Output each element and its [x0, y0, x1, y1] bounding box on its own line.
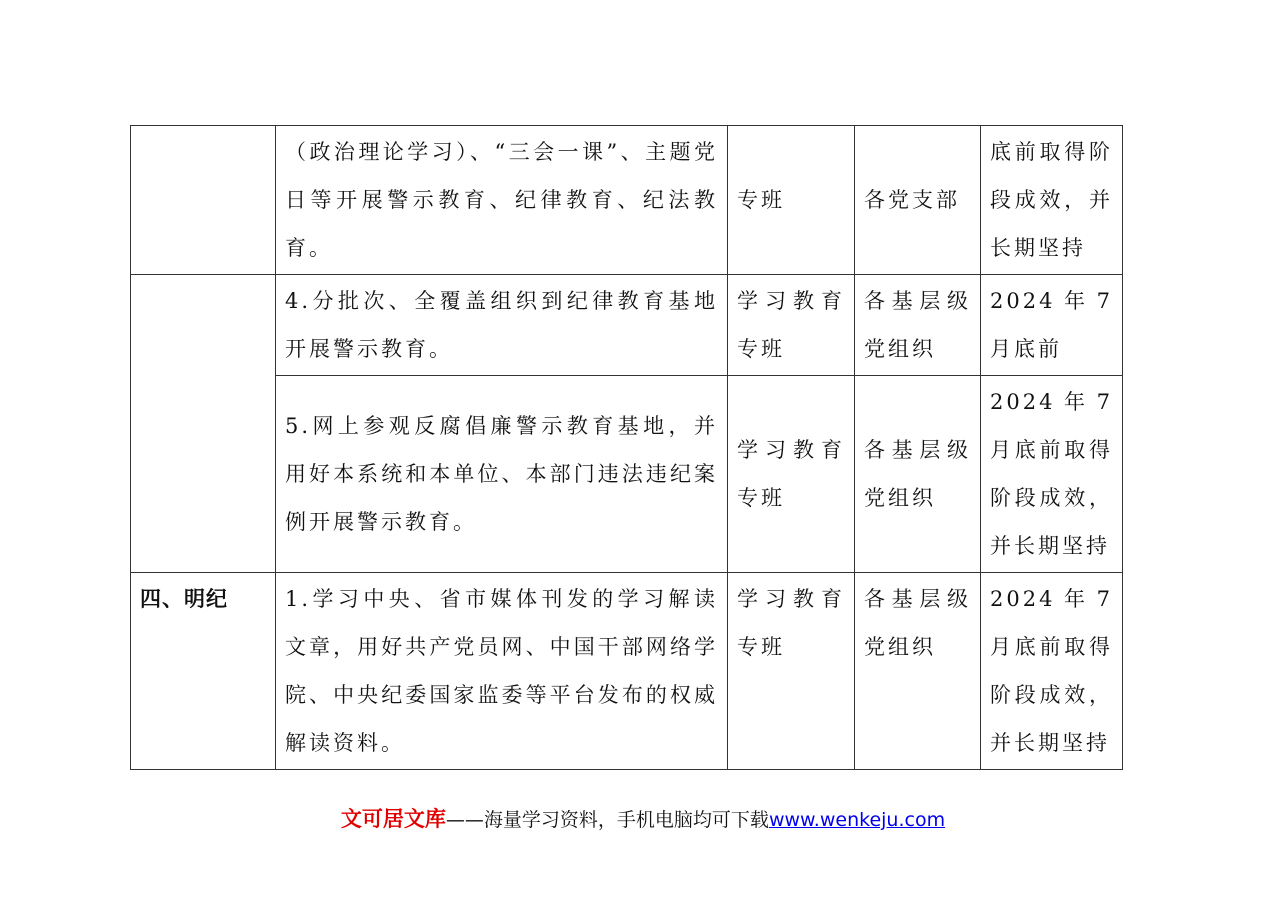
deadline-cell: 2024年7月底前取得阶段成效，并长期坚持: [981, 376, 1123, 573]
category-cell: [131, 126, 276, 275]
footer-tagline: ——海量学习资料，手机电脑均可下载: [445, 809, 769, 831]
responsible-cell: 各基层级党组织: [855, 376, 981, 573]
lead-cell: 学习教育专班: [728, 275, 855, 376]
table-row: [131, 126, 1123, 275]
deadline-cell: 底前取得阶段成效，并长期坚持: [981, 126, 1123, 275]
page-footer: [0, 804, 1286, 835]
measure-cell: 1.学习中央、省市媒体刊发的学习解读文章，用好共产党员网、中国干部网络学院、中央纪委国家监委等平台发布的权威解读资料。: [276, 573, 728, 770]
deadline-cell: 2024年7月底前取得阶段成效，并长期坚持: [981, 573, 1123, 770]
footer-link[interactable]: www.wenkeju.com: [768, 809, 946, 831]
table-row: [131, 573, 1123, 770]
document-table: [130, 125, 1123, 770]
responsible-cell: 各基层级党组织: [855, 275, 981, 376]
measure-cell: （政治理论学习）、“三会一课”、主题党日等开展警示教育、纪律教育、纪法教育。: [276, 126, 728, 275]
footer-brand: 文可居文库: [340, 807, 446, 831]
measure-cell: 5.网上参观反腐倡廉警示教育基地，并用好本系统和本单位、本部门违法违纪案例开展警示教育。: [276, 376, 728, 573]
lead-cell: 专班: [728, 126, 855, 275]
category-cell: [131, 275, 276, 376]
responsible-cell: 各党支部: [855, 126, 981, 275]
lead-cell: 学习教育专班: [728, 573, 855, 770]
table-row: [131, 275, 1123, 376]
measure-cell: 4.分批次、全覆盖组织到纪律教育基地开展警示教育。: [276, 275, 728, 376]
table-row: [131, 376, 1123, 573]
deadline-cell: 2024年7月底前: [981, 275, 1123, 376]
category-cell: [131, 376, 276, 573]
responsible-cell: 各基层级党组织: [855, 573, 981, 770]
lead-cell: 学习教育专班: [728, 376, 855, 573]
category-cell: 四、明纪: [131, 573, 276, 770]
